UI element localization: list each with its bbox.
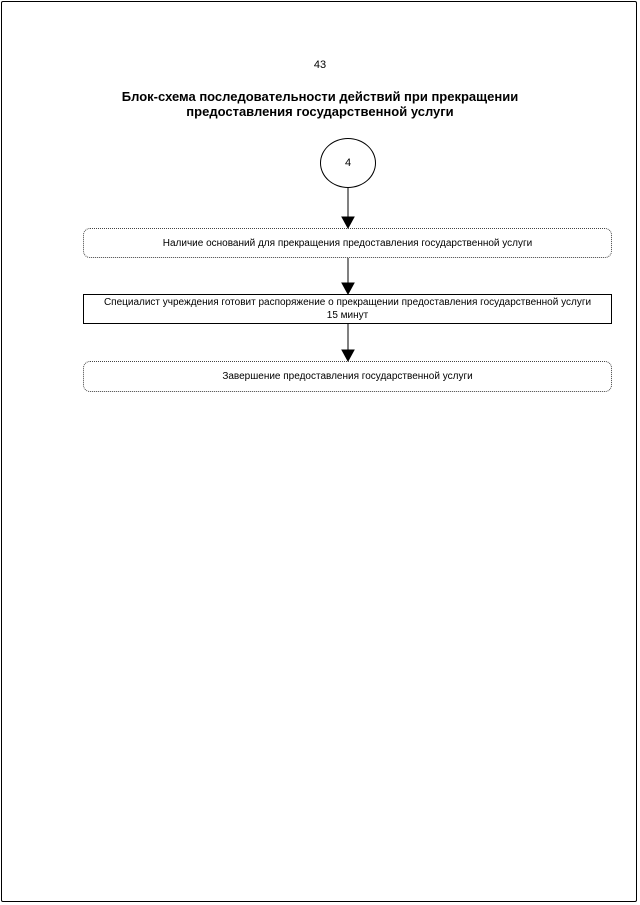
step-prepare-order [83,294,612,324]
diagram-title [40,89,600,119]
page-number: 43 [313,59,327,71]
step-2-duration: 15 минут [326,310,369,321]
step-grounds-for-termination [83,228,612,258]
step-service-completion [83,361,612,392]
start-connector [320,138,376,188]
title-line-1: Блок-схема последовательности действий при прекращении [121,89,519,104]
step-2-text: Специалист учреждения готовит распоряжение о прекращении предоставления государственной услуги [103,297,592,308]
step-1-text: Наличие оснований для прекращения предоставления государственной услуги [162,237,533,249]
title-line-2: предоставления государственной услуги [186,104,454,119]
step-3-text: Завершение предоставления государственной услуги [222,371,473,382]
connector-label: 4 [344,157,352,169]
page-frame [1,1,637,902]
